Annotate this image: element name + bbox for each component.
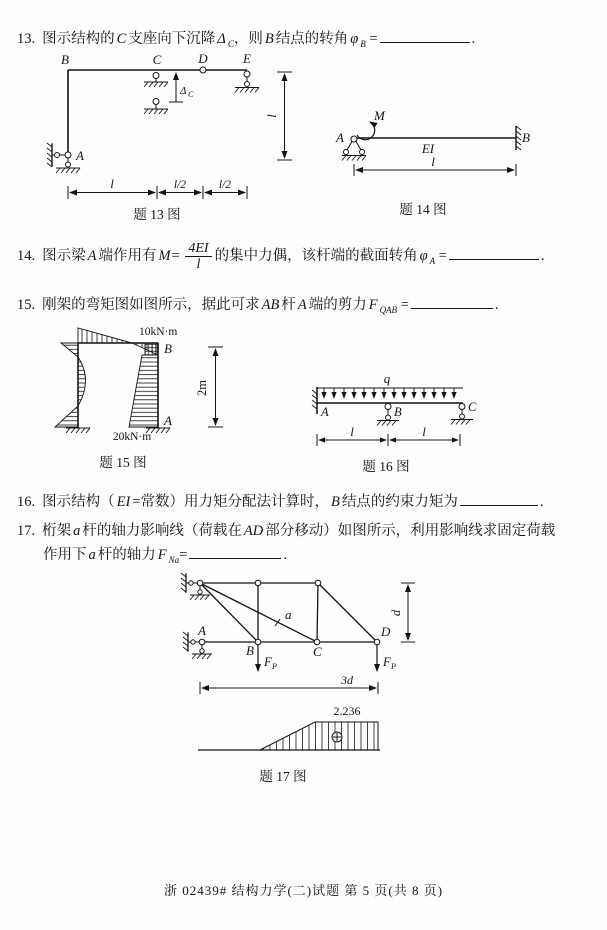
label-C: C [468, 400, 477, 414]
support-C [459, 404, 465, 420]
answer-blank-q15 [411, 294, 493, 309]
figure-q14 [330, 95, 580, 220]
var-B: B [331, 494, 340, 510]
page-footer: 浙 02439# 结构力学(二)试题 第 5 页(共 8 页) [163, 883, 444, 898]
moment-diagram-left-column [55, 343, 86, 427]
var-EI: EI [116, 494, 131, 510]
var-B: B [264, 31, 274, 47]
svg-text:P: P [391, 662, 396, 671]
var-AB: AB [261, 297, 280, 313]
dim-l-1: l [350, 424, 354, 439]
var-A: A [297, 297, 307, 313]
label-B: B [61, 52, 69, 67]
dim-3d: 3d [341, 673, 353, 687]
label-E: E [243, 51, 251, 66]
var-M: M= [158, 248, 181, 265]
label-A: A [198, 623, 206, 638]
dim-l2-2: l/2 [218, 179, 232, 191]
figure-caption: 题 13 图 [133, 207, 181, 222]
label-delta-c: Δ [180, 85, 187, 97]
label-A: A [164, 413, 172, 428]
dimension [354, 164, 516, 176]
moment-diagram-right-column [129, 355, 158, 427]
question-15-text: 15. 刚架的弯矩图如图所示，据此可求 AB 杆 A 端的剪力 F $_{QAB}$ = . [17, 293, 499, 315]
answer-blank-q16 [460, 491, 538, 506]
svg-text:P: P [272, 662, 277, 671]
figure-caption: 题 14 图 [399, 202, 447, 217]
question-17-text-line2: 作用下 a 杆的轴力 F $_{Na}$= . [43, 543, 287, 565]
positive-sign-icon [332, 732, 342, 742]
support-E [244, 71, 250, 87]
label-EI: EI [421, 141, 435, 156]
label-20kNm: 20kN·m [112, 431, 152, 443]
dim-l-2: l [422, 424, 426, 439]
label-B: B [246, 643, 254, 658]
dimension-d [401, 583, 415, 642]
var-F: F [157, 547, 167, 563]
dimension-2m [208, 347, 223, 427]
var-AD: AD [243, 523, 264, 539]
label-D: D [198, 51, 208, 66]
figure-q16 [298, 358, 533, 476]
support-C-original [153, 73, 159, 83]
var-phi: φ [350, 31, 359, 47]
label-B: B [164, 341, 172, 356]
question-17-text-line1: 17. 桁架 a 杆的轴力影响线（荷载在 AD 部分移动）如图所示，利用影响线求固定荷载 [17, 523, 556, 539]
answer-blank-q13 [380, 28, 470, 43]
label-A: A [336, 130, 344, 145]
svg-text:C: C [188, 90, 194, 99]
dim-l: l [110, 176, 114, 191]
dim-l: l [431, 154, 435, 169]
figure-q15 [35, 318, 270, 478]
moment-arrow [357, 122, 375, 140]
support-B [385, 404, 391, 421]
answer-blank-q14 [449, 245, 539, 260]
label-D: D [381, 624, 391, 639]
dim-l2-1: l/2 [173, 179, 187, 191]
label-Fp-D: F [383, 655, 391, 669]
distributed-load [317, 388, 463, 398]
label-A: A [76, 148, 84, 163]
hinge-D [200, 67, 206, 73]
question-13-text: 13. 图示结构的 C 支座向下沉降 Δ $_C$，则 B 结点的转角 φ $_B$ = . [17, 27, 475, 49]
figure-caption: 题 17 图 [259, 769, 307, 784]
var-phi: φ [419, 248, 428, 265]
var-a: a [88, 547, 96, 563]
label-a: a [285, 607, 292, 622]
vertical-dimension [277, 72, 292, 160]
figure-q17-truss [165, 573, 445, 695]
figure-q17-influence-line [190, 700, 410, 785]
peak-value: 2.236 [333, 704, 361, 718]
var-A: A [87, 248, 97, 265]
influence-line-shape [260, 722, 378, 750]
label-C: C [152, 52, 162, 67]
question-16-text: 16. 图示结构（ EI =常数）用力矩分配法计算时， B 结点的约束力矩为 . [17, 490, 543, 511]
figure-caption: 题 15 图 [99, 455, 147, 470]
var-F: F [368, 297, 378, 313]
dim-d: d [389, 609, 403, 617]
question-14-text: 14. 图示梁 A 端作用有 M= $\frac{4EI}{l}$ 的集中力偶，该杆端的截面转角 φ $_A$ = . [17, 241, 545, 273]
var-a: a [73, 523, 81, 539]
dimension [317, 434, 460, 446]
label-B: B [394, 405, 402, 419]
support-C-settled [153, 99, 159, 110]
label-B: B [522, 130, 530, 145]
dim-2m: 2m [195, 380, 209, 396]
label-q: q [383, 371, 391, 386]
dim-l-vertical: l [264, 114, 279, 118]
label-A: A [321, 405, 329, 419]
question-number: 13. [17, 31, 36, 47]
figure-q13 [35, 52, 305, 230]
fraction-4EI-l: $\frac{4EI}{l}$ [185, 241, 211, 273]
label-M: M [374, 108, 385, 123]
label-C: C [313, 644, 322, 659]
var-C: C [116, 31, 127, 47]
var-delta: Δ [217, 31, 226, 47]
label-Fp-B: F [264, 655, 272, 669]
figure-caption: 题 16 图 [362, 459, 410, 474]
answer-blank-q17 [189, 544, 281, 559]
label-10kNm: 10kN·m [139, 326, 178, 338]
